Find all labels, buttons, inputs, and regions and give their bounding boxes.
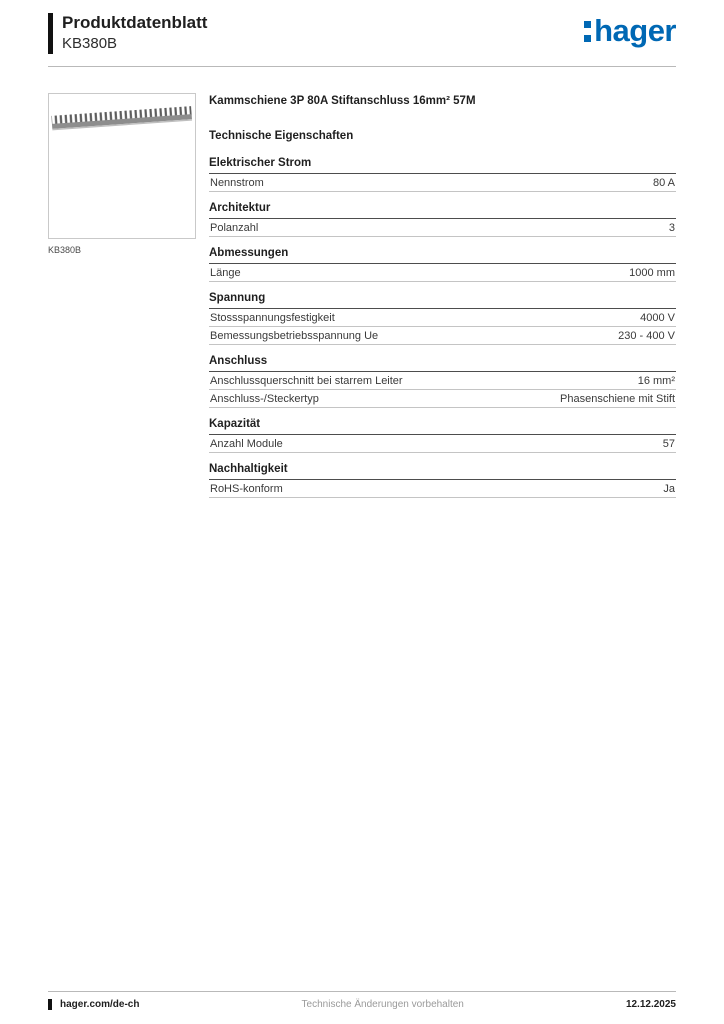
spec-row	[209, 264, 676, 282]
footer-notice: Technische Änderungen vorbehalten	[301, 999, 464, 1010]
spec-section	[209, 355, 676, 408]
hager-logo-text: hager	[594, 13, 676, 48]
doc-type-title: Produktdatenblatt	[62, 13, 208, 32]
header-divider	[48, 66, 676, 67]
hager-logo-colon-icon	[584, 19, 591, 42]
header	[48, 13, 676, 54]
footer-date: 12.12.2025	[625, 999, 676, 1010]
footer	[48, 991, 676, 1010]
logo-dot-bottom	[584, 35, 591, 42]
spec-row	[209, 372, 676, 390]
section-rows	[209, 435, 676, 453]
spec-row	[209, 327, 676, 345]
comb-busbar-graphic	[49, 94, 195, 238]
spec-value: 4000 V	[640, 312, 675, 324]
section-rows	[209, 219, 676, 237]
section-title: Elektrischer Strom	[209, 157, 676, 174]
section-rows	[209, 480, 676, 498]
spec-value: 57	[662, 438, 675, 450]
spec-section	[209, 292, 676, 345]
spec-row	[209, 309, 676, 327]
section-title: Kapazität	[209, 418, 676, 435]
section-title: Abmessungen	[209, 247, 676, 264]
spec-label: Anschlussquerschnitt bei starrem Leiter	[210, 375, 403, 387]
spec-label: Polanzahl	[210, 222, 259, 234]
product-code: KB380B	[62, 35, 118, 53]
header-title-block	[48, 13, 207, 54]
spec-value: 16 mm²	[637, 375, 675, 387]
spec-label: Länge	[210, 267, 241, 279]
spec-row	[209, 390, 676, 408]
spec-row	[209, 174, 676, 192]
spec-value: 1000 mm	[629, 267, 675, 279]
spec-row	[209, 219, 676, 237]
spec-label: Stossspannungsfestigkeit	[210, 312, 335, 324]
footer-website: hager.com/de-ch	[48, 999, 139, 1010]
spec-column	[209, 93, 676, 508]
spec-value: 80 A	[652, 177, 675, 189]
spec-value: Phasenschiene mit Stift	[560, 393, 675, 405]
section-rows	[209, 309, 676, 345]
spec-sections	[209, 157, 676, 498]
spec-row	[209, 480, 676, 498]
section-rows	[209, 264, 676, 282]
section-rows	[209, 372, 676, 408]
spec-section	[209, 418, 676, 453]
spec-value: Ja	[663, 483, 675, 495]
spec-section	[209, 463, 676, 498]
product-image	[48, 93, 196, 239]
section-title: Anschluss	[209, 355, 676, 372]
hager-logo	[584, 15, 676, 46]
spec-section	[209, 157, 676, 192]
section-title: Architektur	[209, 202, 676, 219]
spec-value: 3	[668, 222, 675, 234]
product-image-column	[48, 93, 196, 508]
product-image-caption: KB380B	[48, 245, 82, 255]
spec-label: Bemessungsbetriebsspannung Ue	[210, 330, 379, 342]
spec-label: Anzahl Module	[210, 438, 283, 450]
spec-section	[209, 202, 676, 237]
spec-row	[209, 435, 676, 453]
product-title: Kammschiene 3P 80A Stiftanschluss 16mm² 57M	[209, 95, 476, 107]
section-rows	[209, 174, 676, 192]
spec-value: 230 - 400 V	[618, 330, 675, 342]
main-content	[48, 93, 676, 508]
section-title: Spannung	[209, 292, 676, 309]
section-title: Nachhaltigkeit	[209, 463, 676, 480]
spec-section	[209, 247, 676, 282]
logo-dot-top	[584, 21, 591, 28]
spec-label: Anschluss-/Steckertyp	[210, 393, 319, 405]
spec-label: RoHS-konform	[210, 483, 283, 495]
specs-heading: Technische Eigenschaften	[209, 130, 354, 142]
spec-label: Nennstrom	[210, 177, 264, 189]
